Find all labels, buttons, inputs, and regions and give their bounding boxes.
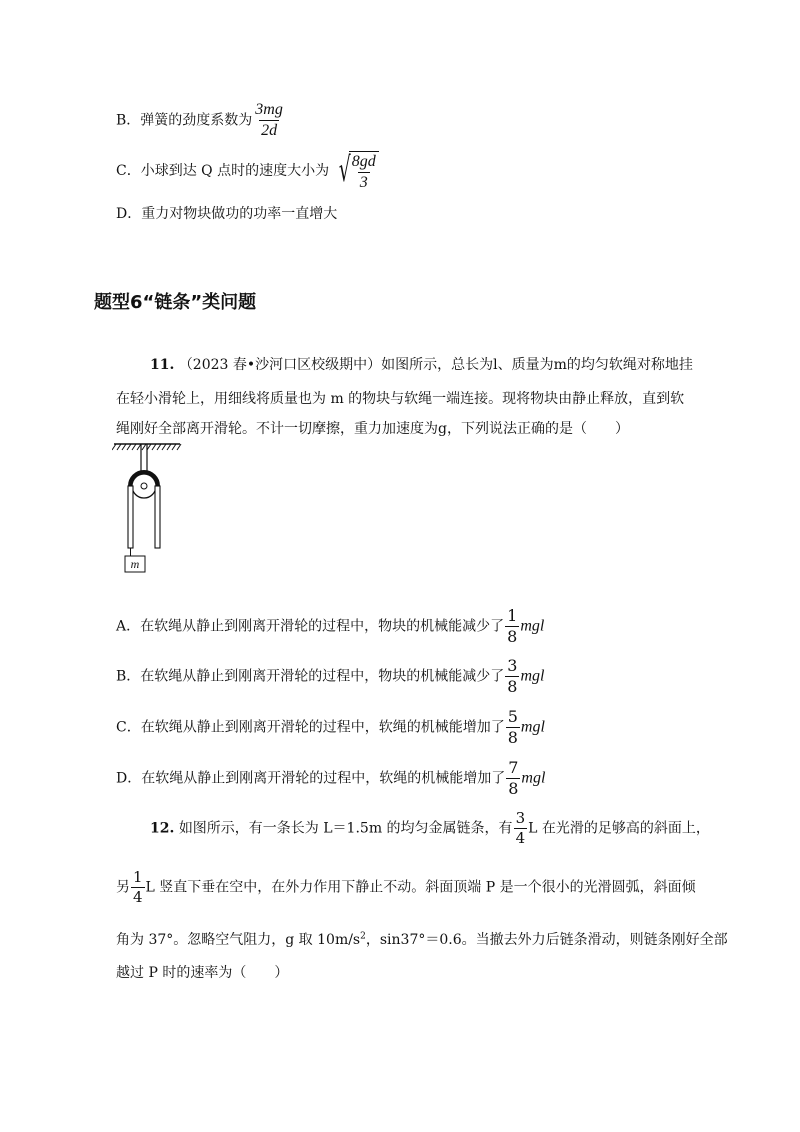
option-c-prev: [116, 151, 379, 191]
fraction-denominator: 2d: [261, 122, 278, 139]
q11-option-b[interactable]: [116, 658, 544, 695]
fraction-denominator: 3: [359, 174, 368, 191]
option-d-prev: [116, 203, 337, 223]
option-label: D．: [116, 206, 142, 222]
option-label: A．: [116, 618, 141, 635]
fraction: [350, 154, 378, 191]
fraction-denominator: 4: [133, 888, 143, 906]
fraction-numerator: 1: [507, 606, 518, 625]
q12-text-line2a: 另: [116, 879, 130, 896]
option-text: 在软绳从静止到刚离开滑轮的过程中，物块的机械能减少了: [140, 668, 505, 685]
q12-text-line2b: L 竖直下垂在空中，在外力作用下静止不动。斜面顶端 P 是一个很小的光滑圆弧，斜面倾: [145, 879, 696, 896]
fraction-numerator: 3mg: [255, 101, 283, 118]
fraction: [514, 811, 528, 846]
option-unit: mgl: [521, 769, 546, 787]
square-root: [329, 151, 379, 191]
option-text: 小球到达 Q 点时的速度大小为: [140, 163, 330, 179]
q12-text-line3a: 角为 37°。忽略空气阻力，g 取 10m/s: [116, 932, 361, 948]
q11-text-line3: 绳刚好全部离开滑轮。不计一切摩擦，重力加速度为g，下列说法正确的是（ ）: [116, 421, 629, 437]
fraction: [506, 709, 520, 746]
option-text: 在软绳从静止到刚离开滑轮的过程中，软绳的机械能增加了: [141, 770, 506, 787]
q11-option-d[interactable]: [116, 760, 545, 797]
pulley-figure: [112, 438, 192, 578]
q12-text-line1a: 如图所示，有一条长为 L＝1.5m 的均匀金属链条，有: [178, 820, 513, 837]
fraction: [505, 658, 519, 695]
q11-line1: [150, 354, 693, 374]
q12-line1: [150, 811, 710, 846]
option-label: D．: [116, 770, 142, 787]
option-label: B．: [116, 112, 141, 129]
fraction-numerator: 1: [133, 868, 143, 886]
option-unit: mgl: [520, 617, 545, 635]
option-unit: mgl: [520, 667, 545, 685]
q12-line2: [116, 870, 696, 905]
q11-text-line2: 在轻小滑轮上，用细线将质量也为 m 的物块与软绳一端连接。现将物块由静止释放，直到软: [116, 391, 685, 407]
q12-text-line4: 越过 P 时的速率为（ ）: [116, 965, 289, 981]
fraction: [505, 608, 519, 645]
fraction: [506, 760, 520, 797]
fraction-denominator: 8: [507, 677, 518, 696]
question-number: 12.: [150, 820, 175, 837]
option-text: 在软绳从静止到刚离开滑轮的过程中，软绳的机械能增加了: [140, 719, 505, 736]
q11-option-a[interactable]: [116, 608, 544, 645]
fraction-denominator: 8: [508, 779, 519, 798]
section-title: 题型6“链条”类问题: [94, 292, 257, 313]
q12-text-line1b: L 在光滑的足够高的斜面上，: [528, 820, 710, 837]
option-label: B．: [116, 668, 141, 685]
figure-mass-label: m: [130, 557, 140, 571]
fraction: [253, 102, 285, 139]
q12-text-line3b: ，sin37°＝0.6。当撤去外力后链条滑动，则链条刚好全部: [365, 932, 728, 948]
question-number: 11.: [150, 357, 175, 373]
option-text: 在软绳从静止到刚离开滑轮的过程中，物块的机械能减少了: [140, 618, 505, 635]
option-text: 弹簧的劲度系数为: [140, 112, 253, 129]
fraction-denominator: 8: [507, 627, 518, 646]
q11-text-line1: （2023 春•沙河口区校级期中）如图所示，总长为l、质量为m的均匀软绳对称地挂: [178, 357, 693, 373]
option-b-prev: [116, 102, 286, 139]
fraction-denominator: 4: [515, 829, 526, 847]
fraction-numerator: 7: [508, 758, 519, 777]
option-text: 重力对物块做功的功率一直增大: [141, 206, 338, 222]
radical-sign-icon: √: [338, 150, 351, 190]
q12-line3: [116, 929, 728, 949]
fraction-numerator: 5: [507, 707, 518, 726]
option-label: C．: [116, 719, 141, 736]
fraction: [131, 870, 145, 905]
superscript: 2: [360, 931, 366, 942]
option-label: C．: [116, 163, 141, 179]
fraction-numerator: 3: [515, 809, 526, 827]
fraction-numerator: 8gd: [351, 153, 376, 170]
q11-option-c[interactable]: [116, 709, 545, 746]
fraction-numerator: 3: [507, 656, 518, 675]
fraction-denominator: 8: [507, 728, 518, 747]
option-unit: mgl: [520, 718, 545, 736]
